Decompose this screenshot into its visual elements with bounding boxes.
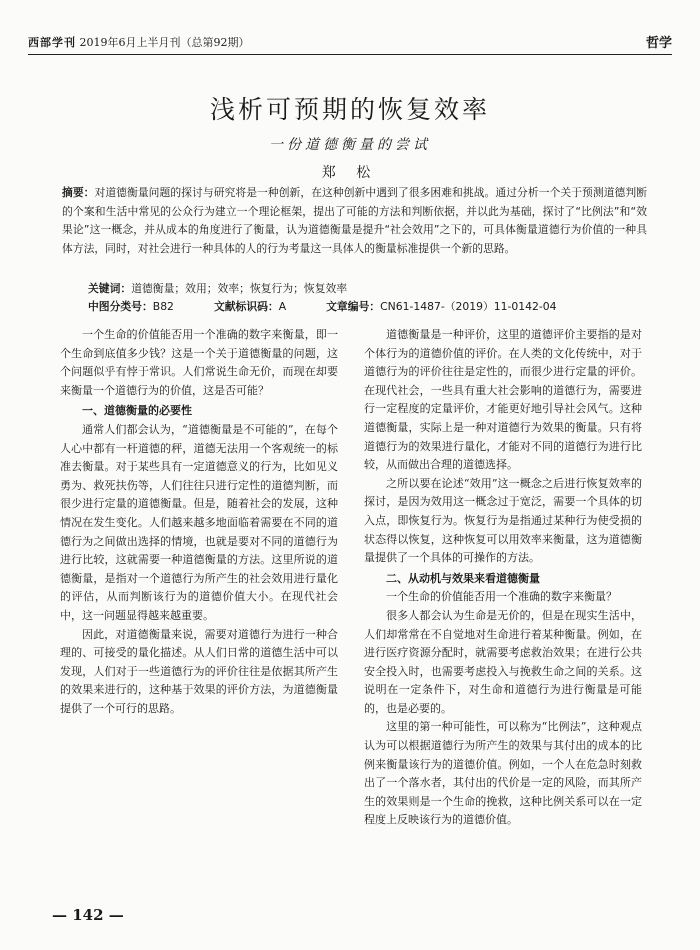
body-paragraph: 之所以要在论述“效用”这一概念之后进行恢复效率的探讨，是因为效用这一概念过于宽泛，需要一个具体的切入点，即恢复行为。恢复行为是指通过某种行为使受损的状态得以恢复，这种恢复可以用效率来衡量，这为道德衡量提供了一个具体的可操作的方法。 (364, 476, 642, 565)
keywords-label: 关键词： (88, 282, 132, 295)
abstract-text: 对道德衡量问题的探讨与研究将是一种创新，在这种创新中遇到了很多困难和挑战。通过分析一个关于预测道德判断的个案和生活中常见的公众行为建立一个理论框架，提出了可能的方法和判断依据，并以此为基础，探讨了“比例法”和“效果论”这一概念，并从成本的角度进行了衡量，认为道德衡量是提升“社会效用”之下的，可具体衡量道德行为价值的一种具体方法，同时，对社会进行一种具体的人的行为考量这一具体人的衡量标准提供一个新的思路。 (62, 186, 648, 255)
body-paragraph: 道德衡量是一种评价，这里的道德评价主要指的是对个体行为的道德价值的评价。在人类的文化传统中，对于道德行为的评价往往是定性的，而很少进行定量的评价。在现代社会，一些具有重大社会影响的道德行为，需要进行一定程度的定量评价，才能更好地引导社会风气。这种道德衡量，实际上是一种对道德行为效果的衡量。只有将道德行为的效果进行量化，才能对不同的道德行为进行比较，从而做出合理的道德选择。 (364, 328, 642, 472)
keywords (88, 281, 347, 296)
intro-paragraph: 一个生命的价值能否用一个准确的数字来衡量，即一个生命到底值多少钱？这是一个关于道德衡量的问题，这个问题似乎有悖于常识。人们常说生命无价，而现在却要来衡量一个道德行为的价值，这是否可能？ (60, 328, 338, 397)
article-subtitle: 一份道德衡量的尝试 (269, 137, 431, 153)
article-title: 浅析可预期的恢复效率 (209, 95, 490, 124)
right-column (364, 326, 642, 830)
doc-code (214, 299, 286, 314)
article-meta (88, 299, 640, 314)
clc-number (88, 299, 174, 314)
keywords-text: 道德衡量；效用；效率；恢复行为；恢复效率 (131, 282, 348, 295)
article-value: CN61-1487-（2019）11-0142-04 (380, 300, 557, 313)
journal-name: 西部学刊 (28, 36, 76, 49)
body-paragraph: 很多人都会认为生命是无价的，但是在现实生活中，人们却常常在不自觉地对生命进行着某种衡量。例如，在进行医疗资源分配时，就需要考虑救治效果；在进行公共安全投入时，也需要考虑投入与挽救生命之间的关系。这说明在一定条件下，对生命和道德行为进行衡量是可能的，也是必要的。 (364, 608, 642, 715)
section-label: 哲学 (645, 36, 672, 51)
journal-line (28, 34, 250, 50)
body-paragraph: 这里的第一种可能性，可以称为“比例法”，这种观点认为可以根据道德行为所产生的效果与其付出的成本的比例来衡量该行为的道德价值。例如，一个人在危急时刻救出了一个落水者，其付出的代价是一定的风险，而其所产生的效果则是一个生命的挽救，这种比例关系可以在一定程度上反映该行为的道德价值。 (364, 720, 642, 827)
clc-label: 中图分类号： (88, 300, 153, 313)
article-number (326, 299, 556, 314)
article-label: 文章编号： (326, 300, 381, 313)
body-paragraph: 一个生命的价值能否用一个准确的数字来衡量？ (386, 590, 617, 604)
doc-value: A (278, 300, 287, 313)
clc-value: B82 (152, 300, 174, 313)
page-number: — 142 — (52, 906, 124, 924)
body-paragraph: 通常人们都会认为，“道德衡量是不可能的”，在每个人心中都有一杆道德的秤，道德无法用一个客观统一的标准去衡量。对于某些具有一定道德意义的行为，比如见义勇为、救死扶伤等，人们往往只进行定性的道德判断，而很少进行定量的道德衡量。但是，随着社会的发展，这种情况在发生变化。人们越来越多地面临着需要在不同的道德行为之间做出选择的情境，也就是要对不同的道德行为进行比较，这就需要一种道德衡量的方法。这里所说的道德衡量，是指对一个道德行为所产生的社会效用进行量化的评估，从而判断该行为的道德价值大小。在现代社会中，这一问题显得越来越重要。 (60, 422, 338, 622)
section-heading-2: 二、从动机与效果来看道德衡量 (386, 571, 540, 585)
left-column (60, 326, 338, 718)
abstract-label: 摘要： (62, 186, 95, 199)
page-header (28, 34, 672, 55)
doc-label: 文献标识码： (213, 300, 279, 313)
issue-info: 2019年6月上半月刊（总第92期） (79, 36, 250, 49)
body-paragraph: 因此，对道德衡量来说，需要对道德行为进行一种合理的、可接受的量化描述。从人们日常的道德生活中可以发现，人们对于一些道德行为的评价往往是依据其所产生的效果来进行的，这种基于效果的评价方法，为道德衡量提供了一个可行的思路。 (60, 627, 338, 715)
abstract (62, 184, 647, 258)
section-heading-1: 一、道德衡量的必要性 (82, 404, 192, 418)
author-name: 郑 松 (321, 165, 379, 181)
